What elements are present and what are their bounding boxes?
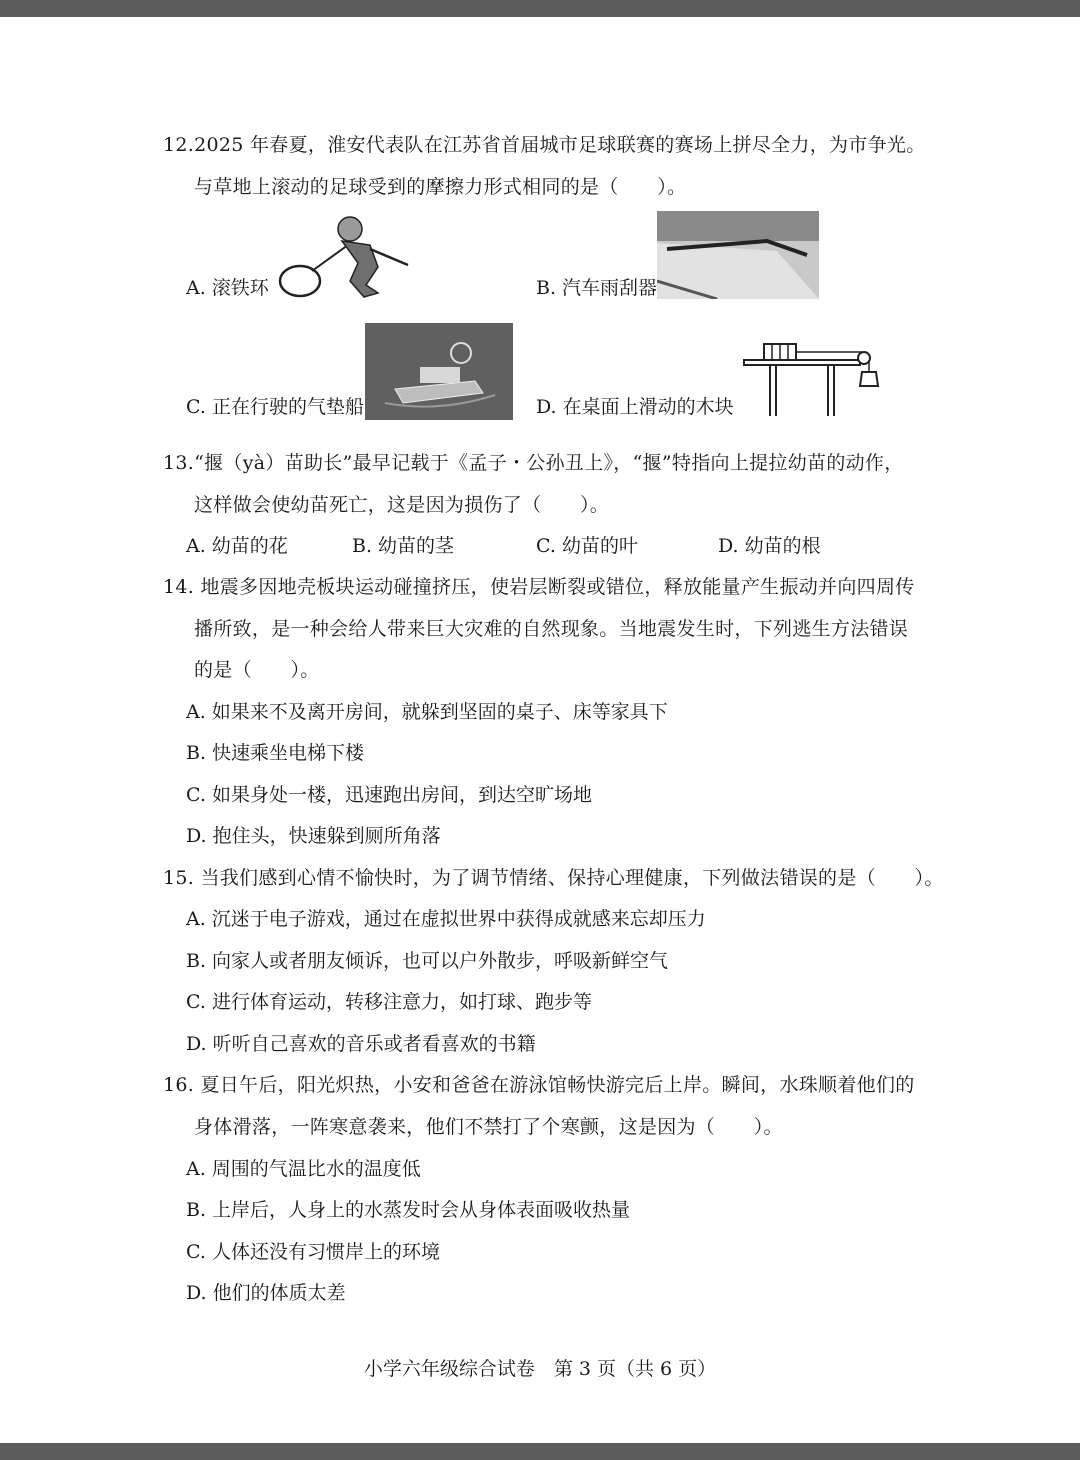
- page-footer: 小学六年级综合试卷 第 3 页（共 6 页）: [363, 1358, 717, 1380]
- q14-option-a: A. 如果来不及离开房间，就躲到坚固的桌子、床等家具下: [186, 701, 668, 723]
- q12-option-b: B. 汽车雨刮器: [536, 277, 658, 299]
- q15-stem-line-1: 15. 当我们感到心情不愉快时，为了调节情绪、保持心理健康，下列做法错误的是（ ）。: [163, 867, 944, 889]
- q12-option-d: D. 在桌面上滑动的木块: [536, 396, 734, 418]
- q12-option-c: C. 正在行驶的气垫船: [186, 396, 364, 418]
- q16-option-b: B. 上岸后，人身上的水蒸发时会从身体表面吸收热量: [186, 1199, 631, 1221]
- q13-stem-line-1: 13.“揠（yà）苗助长”最早记载于《孟子・公孙丑上》，“揠”特指向上提拉幼苗的动作，: [163, 452, 904, 474]
- q16-option-c: C. 人体还没有习惯岸上的环境: [186, 1241, 440, 1263]
- q14-option-c: C. 如果身处一楼，迅速跑出房间，到达空旷场地: [186, 784, 592, 806]
- q13-option-b: B. 幼苗的茎: [352, 535, 455, 557]
- block-on-table-pulley-icon: [740, 340, 885, 420]
- q13-option-c: C. 幼苗的叶: [536, 535, 638, 557]
- q13-option-d: D. 幼苗的根: [718, 535, 821, 557]
- scan-top-border: [0, 0, 1080, 17]
- hovercraft-photo-icon: [365, 323, 513, 420]
- q12-stem-line-1: 12.2025 年春夏，淮安代表队在江苏省首届城市足球联赛的赛场上拼尽全力，为市争光。: [163, 134, 926, 156]
- q15-option-d: D. 听听自己喜欢的音乐或者看喜欢的书籍: [186, 1033, 536, 1055]
- hoop-rolling-boy-icon: [278, 215, 413, 300]
- q12-option-a: A. 滚铁环: [186, 277, 269, 299]
- q16-option-a: A. 周围的气温比水的温度低: [186, 1158, 421, 1180]
- q15-option-a: A. 沉迷于电子游戏，通过在虚拟世界中获得成就感来忘却压力: [186, 908, 706, 930]
- q15-option-b: B. 向家人或者朋友倾诉，也可以户外散步，呼吸新鲜空气: [186, 950, 669, 972]
- q14-option-b: B. 快速乘坐电梯下楼: [186, 742, 365, 764]
- q13-stem-line-2: 这样做会使幼苗死亡，这是因为损伤了（ ）。: [194, 494, 610, 516]
- q16-stem-line-2: 身体滑落，一阵寒意袭来，他们不禁打了个寒颤，这是因为（ ）。: [194, 1116, 783, 1138]
- q12-stem-line-2: 与草地上滚动的足球受到的摩擦力形式相同的是（ ）。: [194, 176, 687, 198]
- q14-stem-line-1: 14. 地震多因地壳板块运动碰撞挤压，使岩层断裂或错位，释放能量产生振动并向四周传: [163, 576, 915, 598]
- q13-option-a: A. 幼苗的花: [186, 535, 288, 557]
- scan-bottom-border: [0, 1443, 1080, 1460]
- q16-option-d: D. 他们的体质太差: [186, 1282, 346, 1304]
- q15-option-c: C. 进行体育运动，转移注意力，如打球、跑步等: [186, 991, 592, 1013]
- wiper-photo-icon: [657, 211, 819, 299]
- q16-stem-line-1: 16. 夏日午后，阳光炽热，小安和爸爸在游泳馆畅快游完后上岸。瞬间，水珠顺着他们的: [163, 1074, 915, 1096]
- q14-option-d: D. 抱住头，快速躲到厕所角落: [186, 825, 441, 847]
- q14-stem-line-3: 的是（ ）。: [194, 659, 320, 681]
- q14-stem-line-2: 播所致，是一种会给人带来巨大灾难的自然现象。当地震发生时，下列逃生方法错误: [194, 618, 909, 640]
